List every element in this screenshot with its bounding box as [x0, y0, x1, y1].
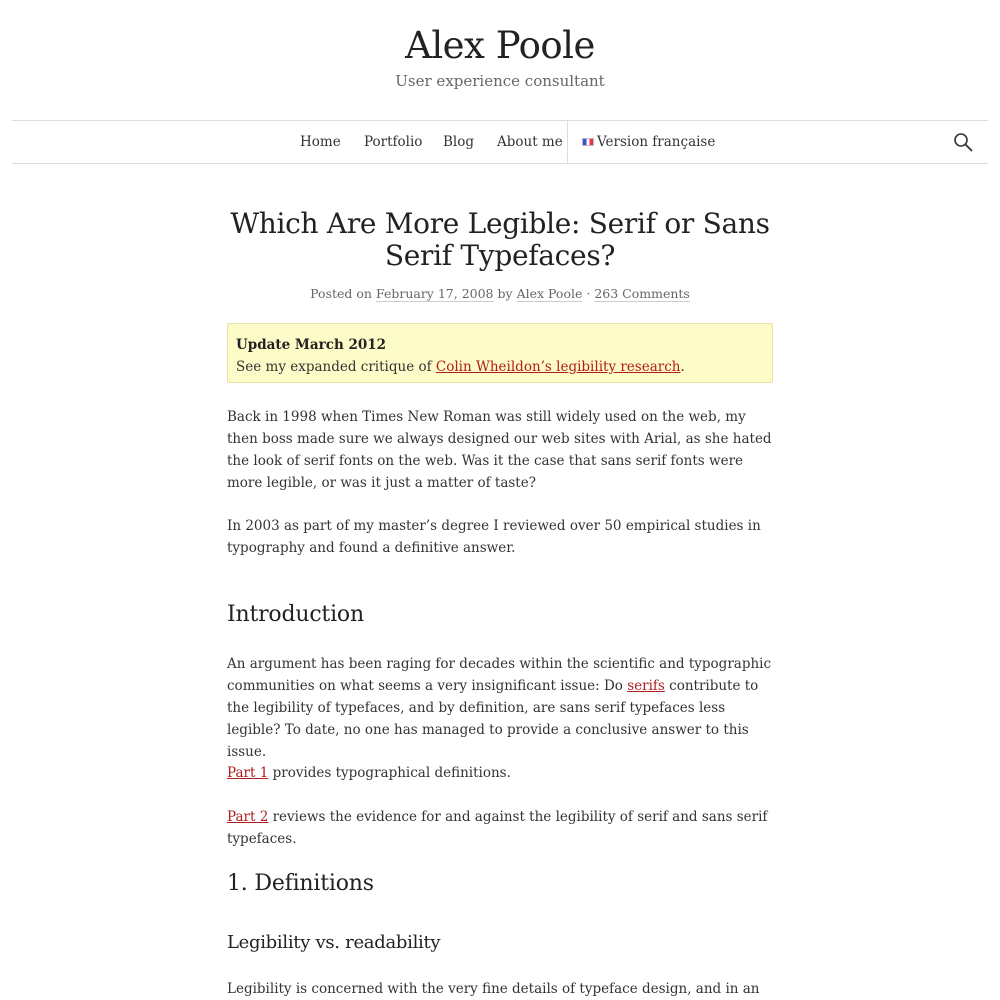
- notice-text-end: .: [680, 359, 685, 375]
- french-flag-icon: [582, 138, 594, 146]
- part1-link[interactable]: Part 1: [227, 765, 269, 781]
- nav-item-portfolio[interactable]: Portfolio: [364, 134, 423, 150]
- update-notice: [227, 323, 773, 383]
- nav-item-about-me[interactable]: About me: [497, 134, 563, 150]
- nav-item-home[interactable]: Home: [300, 134, 341, 150]
- introduction-text-end: contribute to the legibility of typefaces, and by definition, are sans serif typefaces less legible? To date, no one has managed to provide a conclusive answer to this issue.: [227, 678, 759, 760]
- nav-divider: [567, 121, 568, 163]
- nav-item-french-version-label: Version française: [597, 134, 716, 150]
- by-text: by: [497, 286, 513, 301]
- legibility-vs-readability-heading: Legibility vs. readability: [227, 932, 441, 953]
- intro-paragraph-1: Back in 1998 when Times New Roman was still widely used on the web, my then boss made sure we always designed our web sites with Arial, as she hated the look of serif fonts on the web. Was it the case that sans serif fonts were more legible, or was it just a matter of taste?: [227, 409, 772, 491]
- introduction-text-start: An argument has been raging for decades within the scientific and typographic communities on what seems a very insignificant issue: Do: [227, 656, 772, 694]
- nav-item-french-version[interactable]: [582, 121, 715, 163]
- part2-paragraph: [227, 806, 775, 850]
- search-button[interactable]: [953, 132, 973, 152]
- site-description: User experience consultant: [395, 72, 605, 90]
- definitions-heading: 1. Definitions: [227, 871, 374, 896]
- part1-text: provides typographical definitions.: [272, 765, 511, 781]
- part2-link[interactable]: Part 2: [227, 809, 269, 825]
- posted-on-text: Posted on: [310, 286, 372, 301]
- introduction-heading: Introduction: [227, 602, 364, 627]
- post-title: Which Are More Legible: Serif or Sans Serif Typefaces?: [230, 207, 770, 272]
- serifs-link[interactable]: serifs: [627, 678, 665, 694]
- notice-text: See my expanded critique of: [236, 359, 432, 375]
- post-date-link[interactable]: February 17, 2008: [375, 286, 494, 301]
- intro-paragraph-2: In 2003 as part of my master’s degree I reviewed over 50 empirical studies in typography and found a definitive answer.: [227, 518, 761, 556]
- author-link[interactable]: Alex Poole: [516, 286, 583, 301]
- part2-text: reviews the evidence for and against the legibility of serif and sans serif typefaces.: [227, 809, 768, 847]
- site-title[interactable]: Alex Poole: [405, 24, 595, 67]
- introduction-paragraph: [227, 653, 775, 763]
- meta-separator: ·: [586, 286, 591, 301]
- definitions-paragraph: Legibility is concerned with the very fine details of typeface design, and in an: [227, 981, 760, 997]
- main-navigation: [12, 120, 988, 164]
- wheildon-critique-link[interactable]: Colin Wheildon’s legibility research: [435, 359, 681, 375]
- nav-item-blog[interactable]: Blog: [443, 134, 475, 150]
- part1-paragraph: [227, 762, 775, 784]
- search-icon: [953, 132, 973, 152]
- post-meta: [200, 286, 800, 301]
- notice-title: Update March 2012: [236, 337, 387, 353]
- comments-link[interactable]: 263 Comments: [594, 286, 690, 301]
